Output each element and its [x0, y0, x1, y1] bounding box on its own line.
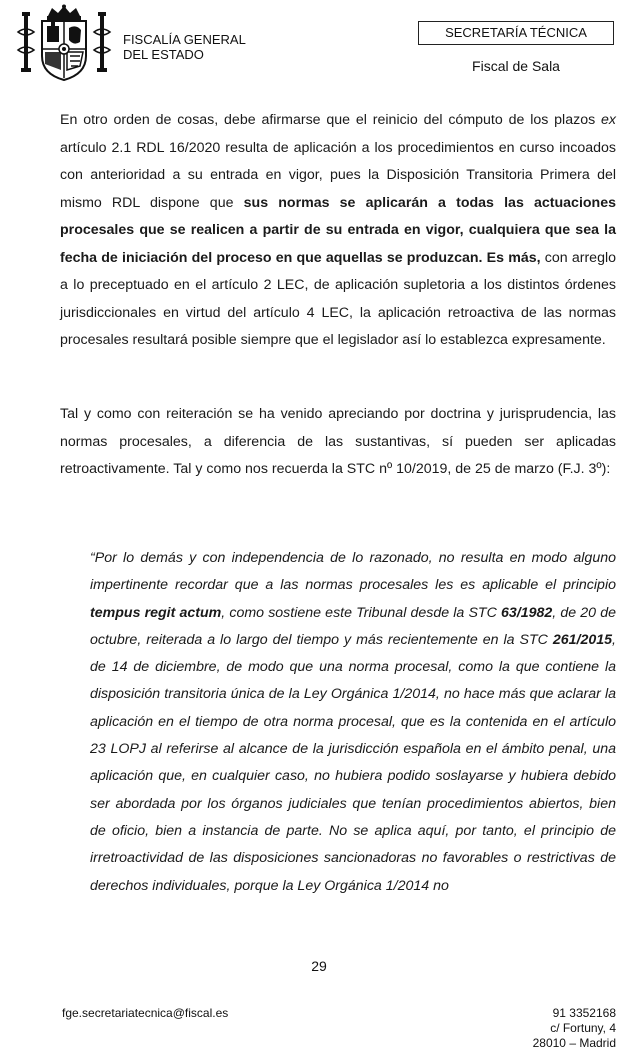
fiscal-sala-label: Fiscal de Sala: [472, 58, 560, 74]
footer-street: c/ Fortuny, 4: [550, 1021, 616, 1035]
quoted-judgment: [90, 545, 616, 900]
spain-coat-of-arms-icon: [14, 4, 114, 82]
p1-text-6: con arreglo a lo preceptuado en el artículo 2 LEC, de aplicación supletoria a los distintos órdenes jurisdiccionales en virtud del artículo 4 LEC, la aplicación retroactiva de las normas procesales resultará posible siempre que el legislador así lo establezca expresamente.: [60, 249, 616, 348]
footer-city: 28010 – Madrid: [532, 1036, 616, 1050]
paragraph-2: Tal y como con reiteración se ha venido apreciando por doctrina y jurisprudencia, las normas procesales, a diferencia de las sustantivas, sí pueden ser aplicadas retroactivamente. Tal y como nos recuerda la STC nº 10/2019, de 25 de marzo (F.J. 3º):: [60, 406, 616, 477]
p1-es-mas: . Es más,: [478, 249, 541, 266]
quote-text-3: , como sostiene este Tribunal desde la STC: [221, 604, 501, 621]
quote-tempus-regit: tempus regit actum: [90, 604, 222, 621]
p1-text-3: artículo 2.1 RDL 16/2020 resulta de aplicación a los procedimientos en curso incoados con anterioridad a su entrada en vigor, pues la Disposición Transitoria Primera del mismo RDL dispone que: [60, 139, 616, 211]
page-number: 29: [311, 958, 327, 974]
footer-email: fge.secretariatecnica@fiscal.es: [62, 1006, 229, 1020]
p1-ex: ex: [601, 112, 616, 128]
paragraph-1: [60, 107, 616, 355]
p1-bold-quote: sus normas se aplicarán a todas las actuaciones procesales que se realicen a partir de su entrada en vigor, cualquiera que sea la fecha de iniciación del proceso en que aquellas se produzcan: [60, 194, 616, 266]
footer-phone: 91 3352168: [552, 1006, 616, 1020]
quote-stc-63: 63/1982: [500, 604, 553, 621]
footer-address: [533, 1006, 616, 1051]
quote-text-5: , de 20 de octubre, reiterada a lo largo del tiempo y más recientemente en la STC: [90, 604, 616, 648]
org-line-1: FISCALÍA GENERAL: [123, 32, 246, 47]
secretaria-label: SECRETARÍA TÉCNICA: [418, 21, 614, 45]
organization-name: [123, 32, 246, 62]
org-line-2: DEL ESTADO: [123, 47, 204, 62]
quote-stc-261: 261/2015: [552, 631, 613, 648]
p1-text-1: En otro orden de cosas, debe afirmarse que el reinicio del cómputo de los plazos: [60, 112, 602, 128]
quote-text-7: , de 14 de diciembre, de modo que una norma procesal, como la que contiene la disposición transitoria única de la Ley Orgánica 1/2014, no hace más que aclarar la aplicación en el tiempo de otra norma procesal, que es la contenida en el artículo 23 LOPJ al referirse al alcance de la jurisdicción española en el ámbito penal, una aplicación que, en cualquier caso, no hubiera podido soslayarse y hubiera debido ser abordada por los órganos judiciales que tenían procedimientos abiertos, bien de oficio, bien a instancia de parte. No se aplica aquí, por tanto, el principio de irretroactividad de las disposiciones sancionadoras no favorables o restrictivas de derechos individuales, porque la Ley Orgánica 1/2014 no: [90, 631, 616, 894]
quote-text-1: “Por lo demás y con independencia de lo razonado, no resulta en modo alguno impertinente recordar que a las normas procesales les es aplicable el principio: [90, 550, 616, 594]
